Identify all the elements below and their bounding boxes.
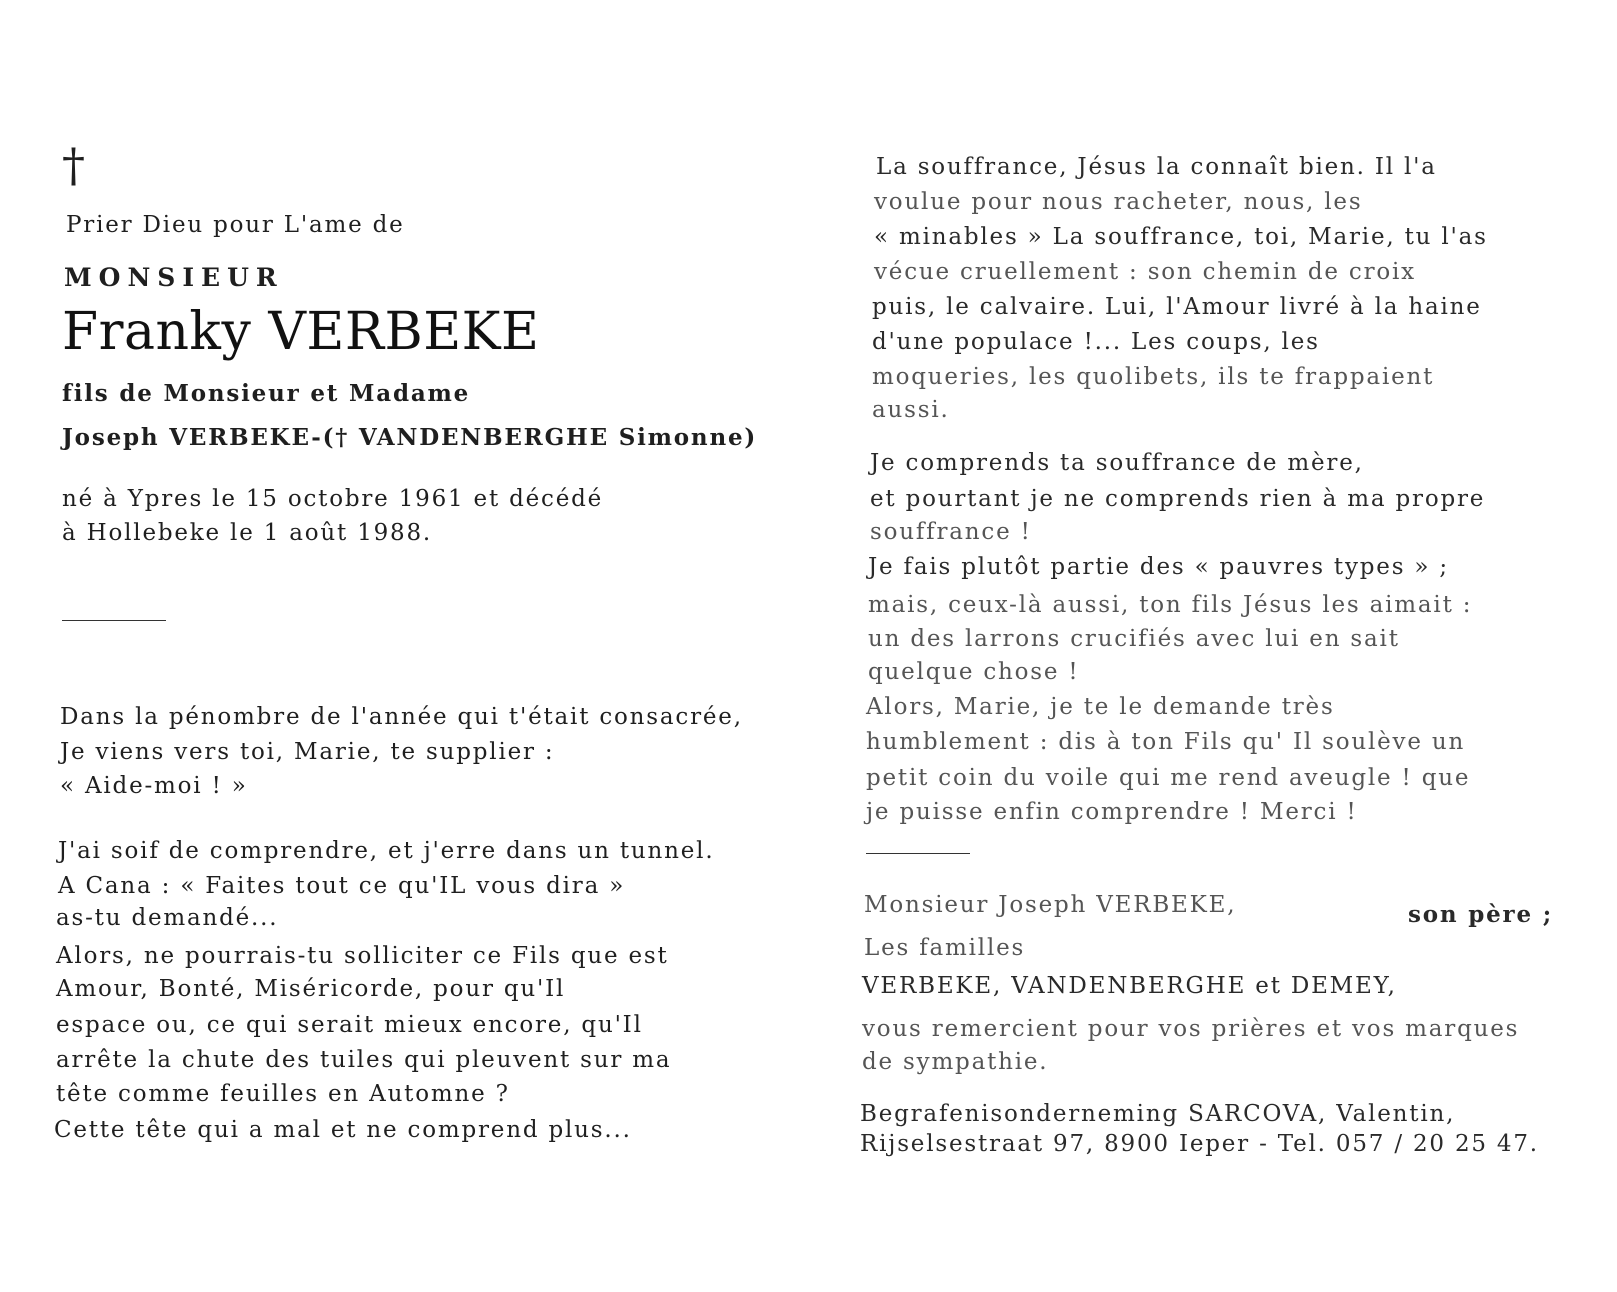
meditation-line: Alors, Marie, je te le demande très [866,694,1335,720]
intro-text: Prier Dieu pour L'ame de [66,212,405,238]
honorific: MONSIEUR [64,263,284,292]
parents-line-2: Joseph VERBEKE-(† VANDENBERGHE Simonne) [62,424,758,451]
meditation-line: un des larrons crucifiés avec lui en sait [868,626,1400,652]
birth-line-1: né à Ypres le 15 octobre 1961 et décédé [62,486,604,512]
parents-line-1: fils de Monsieur et Madame [62,380,471,407]
meditation-line: moqueries, les quolibets, ils te frappaient [872,364,1435,390]
left-panel [0,0,800,1292]
right-panel [860,0,1617,1292]
cross-icon: † [62,138,85,192]
prayer-line: as-tu demandé... [56,905,279,931]
meditation-line: « minables » La souffrance, toi, Marie, tu l'as [874,224,1488,250]
meditation-line: quelque chose ! [868,659,1080,685]
meditation-line: humblement : dis à ton Fils qu' Il soulève un [866,729,1466,755]
undertaker-line-1: Begrafenisonderneming SARCOVA, Valentin, [860,1101,1456,1127]
thanks-line-2: de sympathie. [862,1049,1049,1075]
meditation-line: La souffrance, Jésus la connaît bien. Il l'a [876,154,1437,180]
prayer-line: « Aide-moi ! » [60,773,248,799]
meditation-line: d'une populace !... Les coups, les [872,329,1320,355]
prayer-line: Dans la pénombre de l'année qui t'était consacrée, [60,704,743,730]
families-names: VERBEKE, VANDENBERGHE et DEMEY, [862,973,1397,999]
prayer-line: Je viens vers toi, Marie, te supplier : [60,739,555,765]
birth-line-2: à Hollebeke le 1 août 1988. [62,520,433,546]
meditation-line: puis, le calvaire. Lui, l'Amour livré à la haine [872,294,1482,320]
father-name: Monsieur Joseph VERBEKE, [864,892,1237,918]
meditation-line: je puisse enfin comprendre ! Merci ! [866,799,1358,825]
meditation-line: vécue cruellement : son chemin de croix [874,259,1416,285]
divider-right [866,853,970,854]
prayer-line: A Cana : « Faites tout ce qu'IL vous dira » [58,873,626,899]
prayer-line: J'ai soif de comprendre, et j'erre dans un tunnel. [58,838,715,864]
meditation-line: souffrance ! [870,519,1032,545]
meditation-line: Je comprends ta souffrance de mère, [870,450,1364,476]
deceased-name: Franky VERBEKE [62,302,540,362]
meditation-line: aussi. [872,397,950,423]
prayer-line: tête comme feuilles en Automne ? [56,1081,510,1107]
meditation-line: petit coin du voile qui me rend aveugle ! que [866,765,1471,791]
prayer-line: Amour, Bonté, Miséricorde, pour qu'Il [56,976,566,1002]
prayer-line: Cette tête qui a mal et ne comprend plus... [54,1117,632,1143]
thanks-line-1: vous remercient pour vos prières et vos marques [862,1016,1520,1042]
meditation-line: et pourtant je ne comprends rien à ma propre [870,486,1486,512]
meditation-line: Je fais plutôt partie des « pauvres types » ; [868,554,1449,580]
meditation-line: voulue pour nous racheter, nous, les [874,189,1363,215]
prayer-line: Alors, ne pourrais-tu solliciter ce Fils que est [56,943,669,969]
families-label: Les familles [864,935,1026,961]
divider-left [62,620,166,621]
prayer-line: arrête la chute des tuiles qui pleuvent sur ma [56,1047,672,1073]
prayer-line: espace ou, ce qui serait mieux encore, qu'Il [56,1012,643,1038]
father-role: son père ; [1408,901,1553,928]
undertaker-line-2: Rijselsestraat 97, 8900 Ieper - Tel. 057 / 20 25 47. [860,1131,1539,1157]
meditation-line: mais, ceux-là aussi, ton fils Jésus les aimait : [868,592,1473,618]
